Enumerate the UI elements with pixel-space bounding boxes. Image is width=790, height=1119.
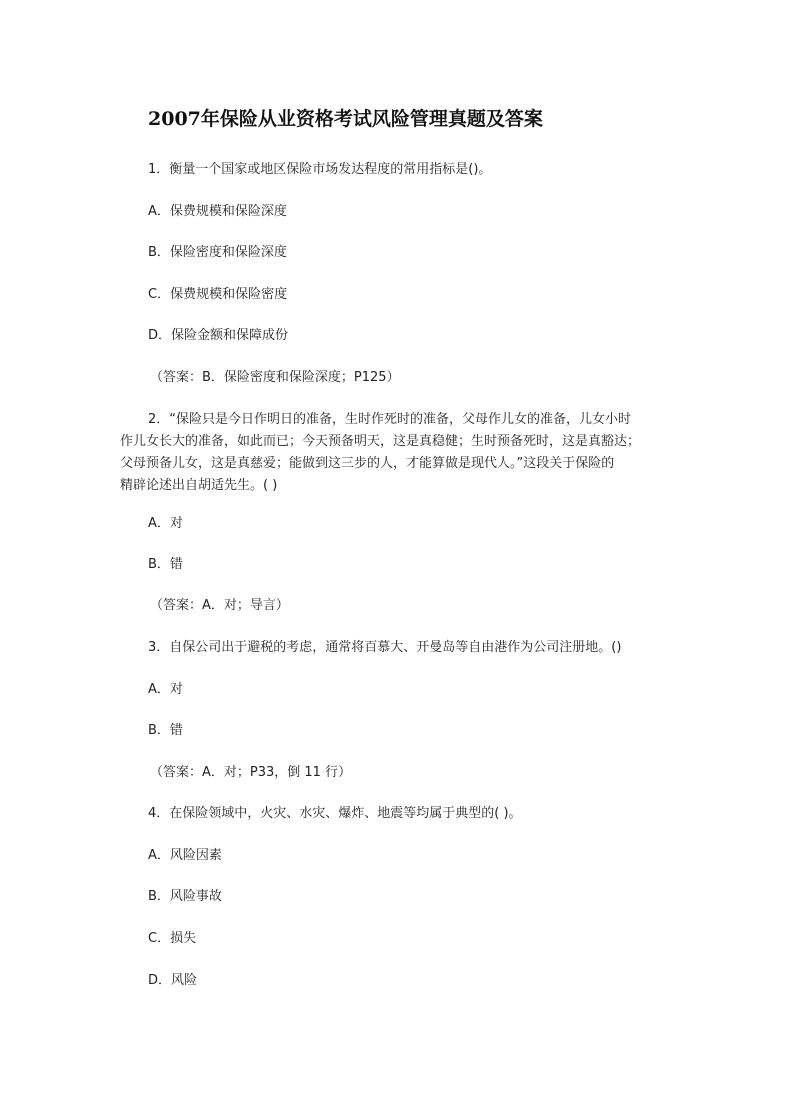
- question-2-answer: （答案：A．对；导言）: [150, 598, 289, 613]
- question-3-option-a: A．对: [148, 682, 183, 697]
- question-1-option-c: C．保费规模和保险密度: [148, 287, 288, 302]
- document-title: 2007年保险从业资格考试风险管理真题及答案: [148, 108, 543, 130]
- question-2-stem-line: 作儿女长大的准备，如此而已；今天预备明天，这是真稳健；生时预备死时，这是真豁达；: [120, 434, 641, 449]
- question-1-option-b: B．保险密度和保险深度: [148, 245, 287, 260]
- question-4-option-a: A．风险因素: [148, 848, 222, 863]
- question-4-stem: 4．在保险领域中，火灾、水灾、爆炸、地震等均属于典型的( )。: [148, 806, 522, 821]
- question-3-option-b: B．错: [148, 723, 183, 738]
- question-4-option-b: B．风险事故: [148, 889, 222, 904]
- question-4-option-d: D．风险: [148, 973, 198, 988]
- question-1-option-d: D．保险金额和保障成份: [148, 328, 289, 343]
- question-1-answer: （答案：B．保险密度和保险深度；P125）: [150, 370, 400, 385]
- question-3-stem: 3．自保公司出于避税的考虑，通常将百慕大、开曼岛等自由港作为公司注册地。(): [148, 640, 622, 655]
- question-1-option-a: A．保费规模和保险深度: [148, 204, 287, 219]
- question-3-answer: （答案：A．对；P33，倒 11 行）: [150, 765, 352, 780]
- question-2-stem-line: 2．“保险只是今日作明日的准备，生时作死时的准备，父母作儿女的准备，儿女小时: [148, 412, 632, 427]
- question-2-option-b: B．错: [148, 557, 183, 572]
- question-2-stem: [120, 409, 670, 497]
- question-1-stem: 1．衡量一个国家或地区保险市场发达程度的常用指标是()。: [148, 162, 492, 177]
- question-2-option-a: A．对: [148, 516, 183, 531]
- question-2-stem-line: 精辟论述出自胡适先生。( ): [120, 478, 278, 493]
- question-2-stem-line: 父母预备儿女，这是真慈爱；能做到这三步的人，才能算做是现代人。”这段关于保险的: [120, 456, 615, 471]
- question-4-option-c: C．损失: [148, 931, 197, 946]
